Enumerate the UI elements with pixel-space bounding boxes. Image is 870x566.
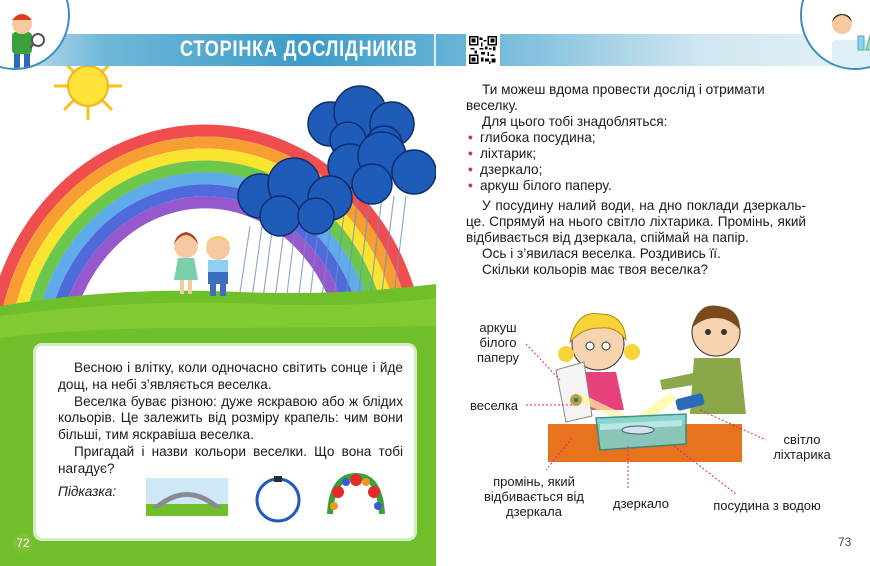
list-item: • аркуш білого паперу.: [468, 178, 612, 194]
header-divider: [434, 34, 436, 66]
intro-line-1: Ти можеш вдома провести дослід і отримати веселку.: [466, 82, 765, 113]
procedure-paragraph-1: У посудину налий води, на дно поклади дзеркаль-це. Спрямуй на нього світло ліхтарика. Промінь, який відбивається від дзеркала, спіймай на папір.: [466, 198, 806, 245]
wreath-hint-icon: [324, 470, 388, 516]
intro-line-2: Для цього тобі знадобляться:: [482, 114, 668, 129]
hint-label: Підказка:: [58, 484, 117, 499]
left-paragraph-3: Пригадай і назви кольори веселки. Що вона тобі нагадує?: [58, 443, 403, 476]
page-number-right: 73: [838, 535, 852, 549]
intro-text: [466, 82, 806, 130]
procedure-paragraph-2: Ось і з’явилася веселка. Роздивись її.: [482, 246, 721, 261]
materials-list: [468, 130, 612, 194]
left-text-block: [58, 360, 403, 478]
list-item: • ліхтарик;: [468, 146, 612, 162]
left-paragraph-1: Весною і влітку, коли одночасно світить сонце і йде дощ, на небі з’являється веселка.: [58, 360, 403, 392]
qr-code-icon[interactable]: [466, 34, 500, 66]
page-number-left: 72: [13, 533, 33, 553]
label-beam: промінь, який відбивається від дзеркала: [484, 474, 584, 519]
procedure-paragraph-3: Скільки кольорів має твоя веселка?: [482, 262, 709, 277]
label-paper: аркуш білого паперу: [476, 320, 520, 365]
page-title: СТОРІНКА ДОСЛІДНИКІВ: [180, 36, 418, 61]
list-item: • дзеркало;: [468, 162, 612, 178]
children-icon: [174, 232, 230, 296]
procedure-text: [466, 198, 806, 278]
bridge-hint-icon: [146, 478, 228, 516]
sun-icon: [54, 66, 122, 120]
hoop-hint-icon: [252, 472, 304, 524]
label-mirror: дзеркало: [612, 496, 670, 511]
label-flashlight: світло ліхтарика: [773, 432, 831, 462]
label-rainbow: веселка: [469, 398, 519, 413]
label-vessel: посудина з водою: [713, 498, 821, 513]
list-item: • глибока посудина;: [468, 130, 612, 146]
left-paragraph-2: Веселка буває різною: дуже яскравою або ж блідих кольорів. Це залежить від розміру крапель: чим вони більші, тим яскравіша веселка.: [58, 393, 403, 443]
